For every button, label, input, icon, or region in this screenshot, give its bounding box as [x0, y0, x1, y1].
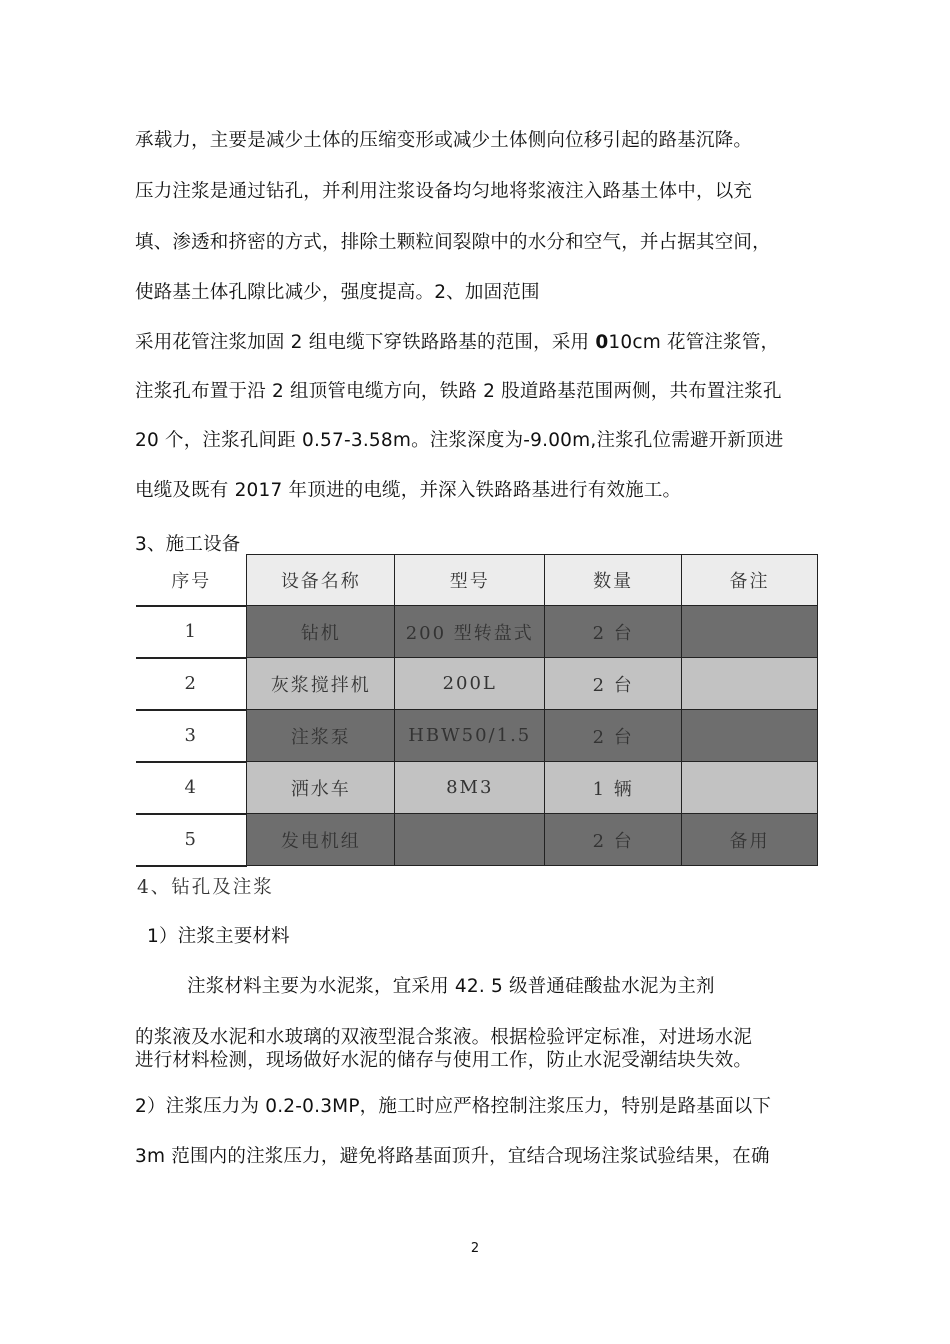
text-span: 10cm 花管注浆管，: [608, 332, 780, 353]
diameter-symbol: 0: [595, 332, 609, 353]
table-cell: 200 型转盘式: [395, 606, 545, 658]
table-cell: [682, 606, 818, 658]
paragraph-line: [135, 331, 779, 355]
paragraph-line: 注浆孔布置于沿 2 组顶管电缆方向，铁路 2 股道路基范围两侧，共布置注浆孔: [135, 381, 782, 402]
table-cell: 2: [136, 658, 247, 710]
table-row: [136, 606, 818, 658]
table-cell: 3: [136, 710, 247, 762]
page-number: 2: [470, 1241, 480, 1256]
paragraph-line: 注浆材料主要为水泥浆，宜采用 42. 5 级普通硅酸盐水泥为主剂: [187, 976, 715, 997]
table-cell: 洒水车: [247, 762, 395, 814]
paragraph-line: 电缆及既有 2017 年顶进的电缆，并深入铁路路基进行有效施工。: [135, 480, 682, 501]
table-cell: [395, 814, 545, 866]
table-cell: [682, 658, 818, 710]
table-cell: [682, 710, 818, 762]
table-cell: 备用: [682, 814, 818, 866]
table-cell: 5: [136, 814, 247, 866]
section-heading-equipment: 3、施工设备: [135, 534, 241, 555]
paragraph-line: 使路基土体孔隙比减少，强度提高。2、加固范围: [135, 282, 540, 303]
table-cell: 发电机组: [247, 814, 395, 866]
table-header-row: [136, 555, 818, 606]
paragraph-line: 进行材料检测，现场做好水泥的储存与使用工作，防止水泥受潮结块失效。: [135, 1050, 753, 1071]
text-span: 采用花管注浆加固 2 组电缆下穿铁路路基的范围，采用: [135, 332, 596, 353]
equipment-table: [136, 554, 818, 867]
table-cell: 钻机: [247, 606, 395, 658]
table-cell: 灰浆搅拌机: [247, 658, 395, 710]
table-cell: 2 台: [545, 814, 682, 866]
table-cell: 8M3: [395, 762, 545, 814]
header-cell: 序号: [136, 555, 247, 606]
table-cell: 1: [136, 606, 247, 658]
table-cell: 2 台: [545, 710, 682, 762]
header-cell: 型号: [395, 555, 545, 606]
paragraph-line: 2）注浆压力为 0.2-0.3MP，施工时应严格控制注浆压力，特别是路基面以下: [135, 1096, 772, 1117]
paragraph-line: 3m 范围内的注浆压力，避免将路基面顶升，宜结合现场注浆试验结果，在确: [135, 1146, 770, 1167]
table-row: [136, 710, 818, 762]
paragraph-line: 的浆液及水泥和水玻璃的双液型混合浆液。根据检验评定标准，对进场水泥: [135, 1027, 753, 1048]
header-cell: 设备名称: [247, 555, 395, 606]
table-cell: 2 台: [545, 658, 682, 710]
table-row: [136, 658, 818, 710]
table-cell: [682, 762, 818, 814]
paragraph-line: 填、渗透和挤密的方式，排除土颗粒间裂隙中的水分和空气，并占据其空间，: [135, 232, 771, 253]
table-cell: 注浆泵: [247, 710, 395, 762]
header-cell: 备注: [682, 555, 818, 606]
paragraph-line: 承载力，主要是减少土体的压缩变形或减少土体侧向位移引起的路基沉降。: [135, 130, 753, 151]
table-row: [136, 762, 818, 814]
header-cell: 数量: [545, 555, 682, 606]
section-heading-drilling: 4、钻孔及注浆: [137, 877, 274, 898]
table-cell: 4: [136, 762, 247, 814]
table-cell: HBW50/1.5: [395, 710, 545, 762]
subsection-heading-materials: 1）注浆主要材料: [147, 926, 290, 947]
table-row: [136, 814, 818, 866]
paragraph-line: 20 个，注浆孔间距 0.57-3.58m。注浆深度为-9.00m,注浆孔位需避开新顶进: [135, 430, 784, 451]
table-cell: 2 台: [545, 606, 682, 658]
paragraph-line: 压力注浆是通过钻孔，并利用注浆设备均匀地将浆液注入路基土体中，以充: [135, 181, 753, 202]
table-cell: 1 辆: [545, 762, 682, 814]
table-cell: 200L: [395, 658, 545, 710]
